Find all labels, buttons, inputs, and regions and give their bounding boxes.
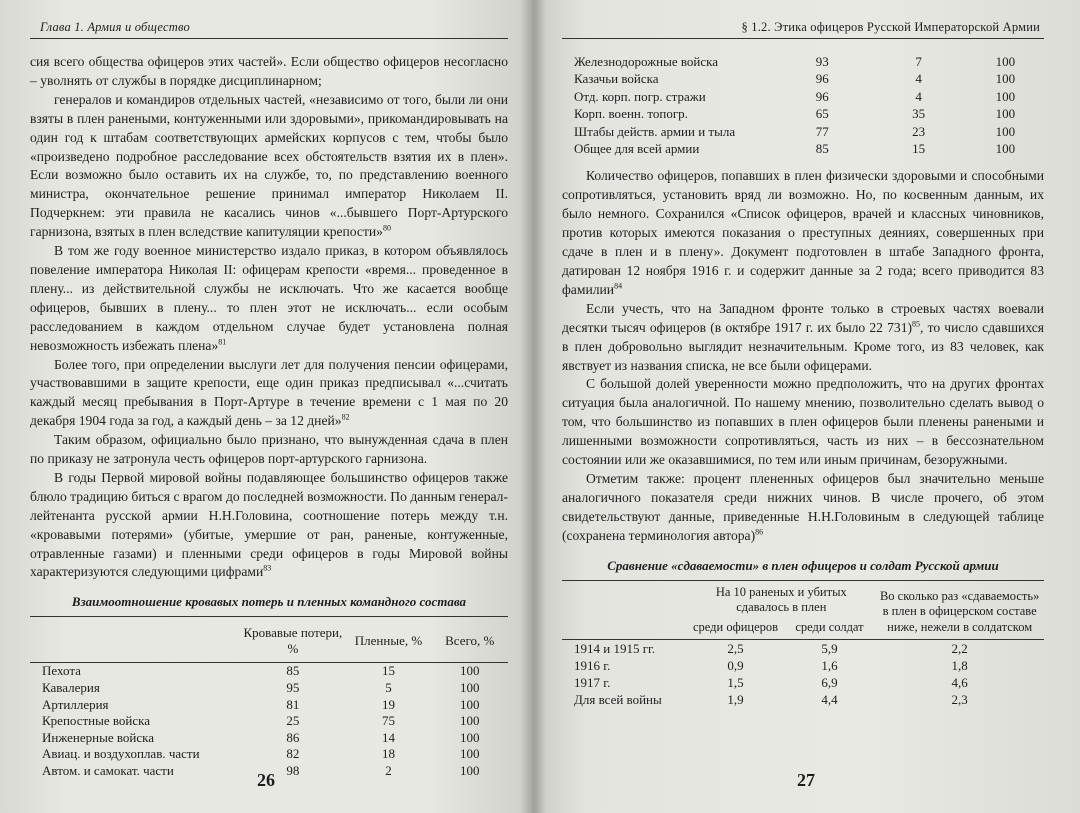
table-row [562, 70, 1044, 87]
row-label-cell: 1916 г. [574, 658, 611, 674]
table-header-cell: Кровавые потери, % [240, 617, 345, 663]
footnote-ref: 84 [614, 281, 623, 291]
table-row [30, 730, 508, 747]
row-label-cell: Пехота [42, 663, 81, 679]
row-label-cell: Авиац. и воздухоплав. части [42, 746, 200, 762]
row-label-cell: Автом. и самокат. части [42, 762, 174, 778]
value-cell: 96 [815, 88, 829, 104]
table-row [562, 88, 1044, 105]
loss-ratio-table [30, 616, 508, 779]
surrender-comparison-table-body [562, 640, 1044, 709]
value-cell: 75 [381, 713, 395, 729]
value-cell: 1,8 [951, 658, 968, 674]
table-row [562, 657, 1044, 674]
row-label-cell: Железнодорожные войска [574, 54, 719, 69]
value-cell: 100 [995, 106, 1016, 122]
value-cell: 100 [995, 123, 1016, 139]
value-cell: 100 [995, 141, 1016, 157]
value-cell: 85 [815, 141, 829, 157]
table-header-cell: Во сколько раз «сдаваемость» в плен в офицерском составе ниже, нежели в солдатском [875, 580, 1044, 640]
value-cell: 100 [460, 746, 480, 762]
value-cell: 100 [995, 71, 1016, 87]
paragraph-text: Более того, при определении выслуги лет для получения пенсии офицерами, участвовавшими в защите крепости, еще один приказ предписывал «...считать каждый месяц пребывания в Порт-Артуре в течение времени с 1 мая по 20 декабря 1904 года за год, а каждый день – за 12 дней» [30, 356, 508, 429]
value-cell: 4 [915, 88, 922, 104]
value-cell: 100 [995, 88, 1016, 104]
surrender-comparison-table [562, 580, 1044, 709]
paragraph [30, 53, 508, 91]
value-cell: 77 [815, 123, 829, 139]
table-row [30, 746, 508, 763]
running-head-left: Глава 1. Армия и общество [30, 20, 508, 39]
value-cell: 100 [460, 696, 480, 712]
row-label-cell: Корп. военн. топогр. [574, 106, 688, 122]
row-label-cell: Артиллерия [42, 696, 109, 712]
value-cell: 100 [460, 762, 480, 778]
footnote-ref: 86 [755, 527, 764, 537]
value-cell: 96 [815, 71, 829, 87]
value-cell: 82 [286, 746, 300, 762]
value-cell: 15 [912, 141, 926, 157]
paragraph [30, 91, 508, 242]
table-row [562, 640, 1044, 658]
table-header-cell: среди солдат [784, 616, 876, 640]
value-cell: 98 [286, 762, 300, 778]
footnote-ref: 81 [218, 337, 227, 347]
table-row [30, 697, 508, 714]
paragraph-text: Отметим также: процент плененных офицеров был значительно меньше аналогичного показателя среди нижних чинов. В числе прочего, об этом свидетельствуют данные, приведенные Н.Н.Головиным в следующей таблице (сохранена терминология автора) [562, 470, 1044, 543]
value-cell: 35 [912, 106, 926, 122]
value-cell: 100 [995, 54, 1016, 69]
value-cell: 100 [460, 729, 480, 745]
loss-ratio-table-continued [562, 53, 1044, 157]
value-cell: 2 [385, 762, 392, 778]
table-header-cell: среди офицеров [687, 616, 783, 640]
paragraph-text: В том же году военное министерство издало приказ, в котором объявлялось повеление императора Николая II: офицерам крепости «время... проведенное в плену... из действительной службы не исключать. Что же касается вообще офицеров, бывших в плену... то плен этот не исключать... если особым расследованием в каждом отдельном случае будет установлена полная невозможность избежать плена» [30, 243, 508, 353]
value-cell: 2,2 [951, 641, 968, 657]
left-page [0, 0, 532, 813]
paragraph-text: Количество офицеров, попавших в плен физически здоровыми и способными сопротивляться, установить вряд ли возможно. Но, по косвенным данным, их было немного. Сохранился «Список офицеров, врачей и классных чиновников, против которых имеются показания о преступных деяниях, совершенных при сдаче в плен и в плену». Документ подготовлен в штабе Западного фронта, датирован 12 ноября 1916 г. и содержит данные за 2 года; всего приводится 83 фамилии [562, 168, 1044, 297]
table-row [562, 691, 1044, 708]
row-label-cell: Отд. корп. погр. стражи [574, 88, 706, 104]
footnote-ref: 83 [263, 563, 272, 573]
table-row [562, 674, 1044, 691]
value-cell: 7 [915, 54, 922, 69]
loss-ratio-table-body [30, 663, 508, 780]
value-cell: 4 [915, 71, 922, 87]
table-row [562, 123, 1044, 140]
running-head-right: § 1.2. Этика офицеров Русской Императорской Армии [562, 20, 1044, 39]
paragraph-text: Таким образом, официально было признано, что вынужденная сдача в плен по приказу не затронула честь офицеров порт-артурского гарнизона. [30, 432, 508, 467]
paragraph [30, 242, 508, 355]
row-label-cell: Казачьи войска [574, 71, 659, 87]
left-body-text [30, 53, 508, 582]
value-cell: 23 [912, 123, 926, 139]
value-cell: 18 [381, 746, 395, 762]
right-table-title: Сравнение «сдаваемости» в плен офицеров и солдат Русской армии [607, 557, 999, 573]
value-cell: 93 [815, 54, 829, 69]
row-label-cell: Штабы действ. армии и тыла [574, 123, 736, 139]
paragraph-text: генералов и командиров отдельных частей, «независимо от того, были ли они взяты в плен ранеными, контуженными или здоровыми», прикомандировывать на один год к штабам соответствующих армейских корпусов с тем, чтобы было «произведено подробное расследование всех обстоятельств взятия их в плен». Если возможно было оставить их на службе, то, по представлению военного министра, окончательное решение принимал император Николаем II. Подчеркнем: эти правила не касались чинов «...бывшего Порт-Артурского гарнизона, взятых в плен вследствие капитуляции крепости» [30, 91, 508, 240]
paragraph-text: сия всего общества офицеров этих частей». Если общество офицеров несогласно – уволнять от службы в порядке дисциплинарном; [30, 54, 508, 88]
right-body-text [562, 167, 1044, 545]
paragraph-text: Если учесть, что на Западном фронте только в строевых частях воевали десятки тысяч офицеров (в октябре 1917 г. их было 22 731) [562, 300, 1044, 335]
value-cell: 1,5 [727, 675, 744, 691]
paragraph [562, 167, 1044, 299]
value-cell: 2,3 [951, 692, 968, 708]
value-cell: 19 [381, 696, 395, 712]
value-cell: 100 [460, 663, 480, 679]
table-header-row [562, 580, 1044, 616]
table-header-cell: Всего, % [432, 617, 509, 663]
right-page [532, 0, 1080, 813]
paragraph [30, 431, 508, 469]
footnote-ref: 80 [382, 223, 391, 233]
paragraph [562, 470, 1044, 546]
row-label-cell: Инженерные войска [42, 729, 155, 745]
value-cell: 14 [381, 729, 395, 745]
table-row [30, 713, 508, 730]
table-row [562, 53, 1044, 70]
row-label-cell: Для всей войны [574, 692, 662, 708]
value-cell: 81 [286, 696, 300, 712]
table-header-cell: На 10 раненых и убитых сдавалось в плен [687, 580, 875, 616]
row-label-cell: Общее для всей армии [574, 141, 700, 157]
value-cell: 5,9 [821, 641, 838, 657]
paragraph [562, 300, 1044, 376]
value-cell: 0,9 [727, 658, 744, 674]
table-row [562, 140, 1044, 157]
paragraph-text: , то число сдавшихся в плен добровольно выглядит незначительным. Кроме того, из 83 человек, как явствует из названия списка, не все были офицерами. [562, 319, 1045, 373]
value-cell: 100 [460, 679, 480, 695]
table-header-cell: Пленные, % [345, 617, 431, 663]
page-number-right: 27 [797, 770, 815, 790]
footnote-ref: 85 [912, 319, 921, 329]
paragraph-text: С большой долей уверенности можно предположить, что на других фронтах ситуация была аналогичной. По нашему мнению, позволительно сделать вывод о том, что большинство из попавших в плен офицеров были пленены ранеными и лишенными возможности сопротивляться, часть из них – в бессознательном состоянии или же оказавшимися, по тем или иным причинам, безоружными. [562, 376, 1044, 468]
value-cell: 1,6 [821, 658, 838, 674]
value-cell: 65 [815, 106, 829, 122]
paragraph [30, 356, 508, 432]
value-cell: 100 [460, 713, 480, 729]
table-row [30, 680, 508, 697]
value-cell: 15 [381, 663, 395, 679]
table-row [562, 105, 1044, 122]
value-cell: 5 [385, 679, 392, 695]
value-cell: 4,4 [821, 692, 838, 708]
value-cell: 86 [286, 729, 300, 745]
table-row [30, 663, 508, 680]
row-label-cell: Крепостные войска [42, 713, 151, 729]
table-header-cell [30, 617, 240, 663]
row-label-cell: 1914 и 1915 гг. [574, 641, 656, 657]
row-label-cell: 1917 г. [574, 675, 611, 691]
value-cell: 4,6 [951, 675, 968, 691]
row-label-cell: Кавалерия [42, 679, 100, 695]
paragraph [30, 469, 508, 582]
value-cell: 25 [286, 713, 300, 729]
value-cell: 95 [286, 679, 300, 695]
value-cell: 85 [286, 663, 300, 679]
table-header-row [30, 617, 508, 663]
paragraph-text: В годы Первой мировой войны подавляющее большинство офицеров также блюло традицию биться с врагом до последней возможности. По данным генерал-лейтенанта русской армии Н.Н.Головина, соотношение потерь между т.н. «кровавыми потерями» (убитые, умершие от ран, раненые, контуженные, отравленные газами) и пленными среди офицеров в годы Мировой войны характеризуются следующими цифрами [30, 469, 508, 580]
value-cell: 2,5 [727, 641, 744, 657]
table-header-cell [562, 580, 687, 640]
footnote-ref: 82 [341, 412, 350, 422]
value-cell: 1,9 [727, 692, 744, 708]
left-table-title: Взаимоотношение кровавых потерь и пленных командного состава [71, 594, 467, 610]
loss-ratio-table-continued-body [562, 53, 1044, 157]
page-number-left: 26 [257, 770, 275, 790]
paragraph [562, 375, 1044, 470]
value-cell: 6,9 [821, 675, 838, 691]
